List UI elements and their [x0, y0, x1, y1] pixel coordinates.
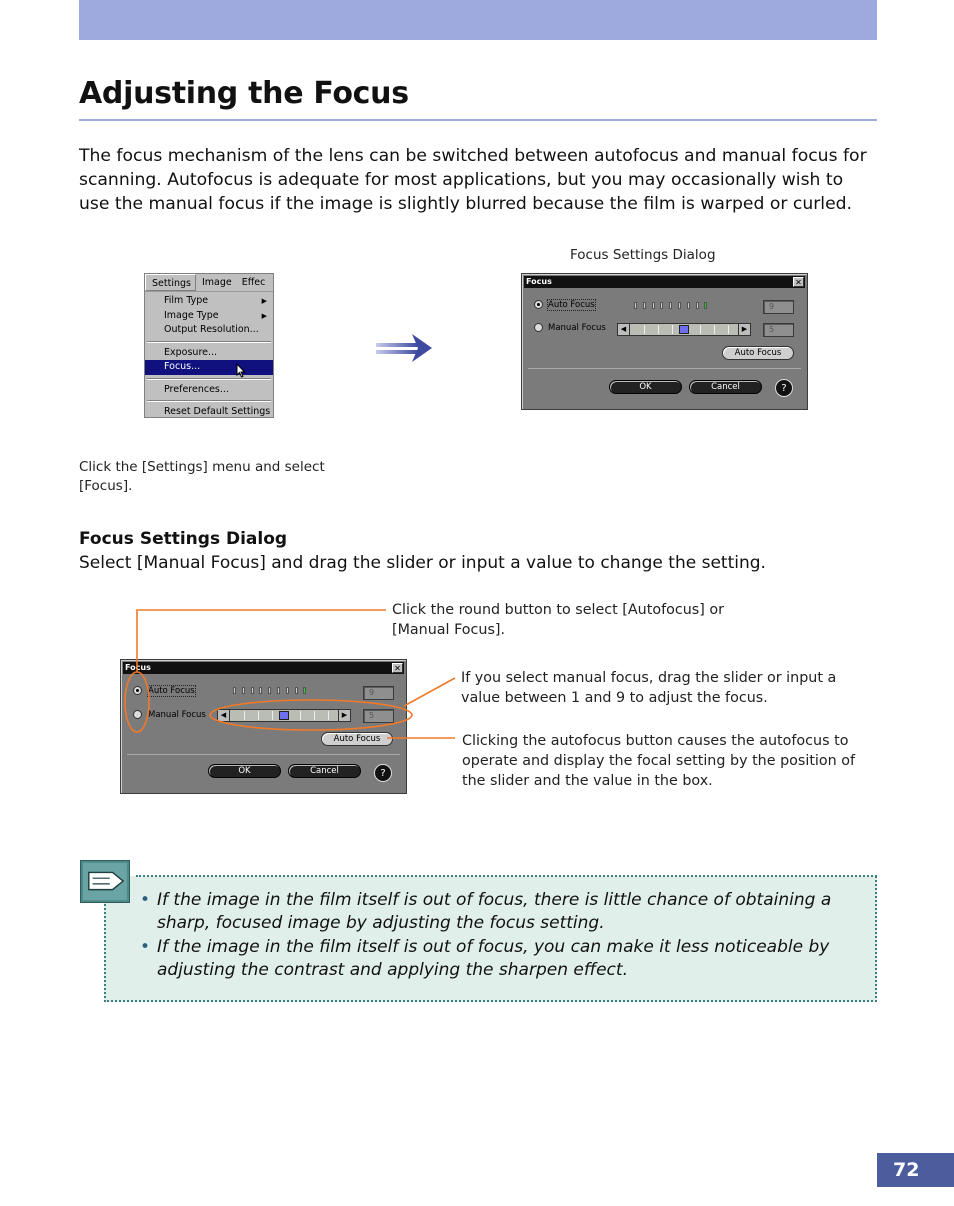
- dialog-separator: [127, 754, 400, 755]
- help-icon[interactable]: ?: [374, 764, 392, 782]
- section-text: Select [Manual Focus] and drag the slider or input a value to change the setting.: [79, 553, 766, 573]
- right-arrow-icon: [374, 332, 436, 364]
- section-heading: Focus Settings Dialog: [79, 529, 288, 549]
- menu-item-focus[interactable]: Focus...: [145, 360, 273, 375]
- menu-separator: [147, 378, 271, 380]
- auto-focus-button[interactable]: Auto Focus: [321, 732, 393, 746]
- page-title: Adjusting the Focus: [79, 76, 409, 111]
- focus-indicator-leds: [233, 687, 306, 694]
- note-pencil-icon: [80, 860, 130, 903]
- submenu-arrow-icon: ▶: [261, 297, 267, 305]
- note-item: • If the image in the film itself is out of focus, you can make it less noticeable by adjusting the contrast and applying the sharpen effect.: [140, 936, 860, 983]
- auto-focus-label: Auto Focus: [148, 686, 195, 696]
- slider-thumb[interactable]: [279, 711, 289, 720]
- settings-menu-screenshot: [144, 273, 274, 418]
- autofocus-callout: Clicking the autofocus button causes the autofocus to operate and display the focal setting by the position of the slider and the value in the box.: [462, 733, 856, 789]
- menu-separator: [147, 400, 271, 402]
- dialog-separator: [528, 368, 801, 369]
- intro-paragraph: The focus mechanism of the lens can be switched between autofocus and manual focus for scanning. Autofocus is adequate for most applications, but you may occasionally wish to use the manual focus if the image is slightly blurred because the film is warped or curled.: [79, 146, 867, 214]
- cancel-button[interactable]: Cancel: [689, 380, 762, 394]
- auto-focus-value: 9: [763, 300, 794, 314]
- menu-item-exposure[interactable]: Exposure...: [164, 346, 218, 358]
- auto-focus-radio[interactable]: [534, 300, 543, 309]
- focus-slider[interactable]: [217, 709, 351, 722]
- header-band: [79, 0, 877, 40]
- menu-separator: [147, 341, 271, 343]
- manual-focus-label: Manual Focus: [148, 710, 206, 720]
- dialog-titlebar: Focus ✕: [524, 276, 805, 288]
- slider-right-icon[interactable]: ▶: [338, 710, 350, 721]
- menu-item-film-type[interactable]: Film Type ▶: [145, 294, 273, 309]
- note-list: [140, 889, 860, 982]
- note-item: • If the image in the film itself is out of focus, there is little chance of obtaining a sharp, focused image by adjusting the focus setting.: [140, 889, 860, 936]
- slider-right-icon[interactable]: ▶: [738, 324, 750, 335]
- slider-left-icon[interactable]: ◀: [218, 710, 230, 721]
- focus-indicator-leds: [634, 302, 707, 309]
- menu-caption: Click the [Settings] menu and select [Focus].: [79, 459, 325, 494]
- ok-button[interactable]: OK: [208, 764, 281, 778]
- manual-focus-value[interactable]: 5: [763, 323, 794, 337]
- close-icon[interactable]: ✕: [392, 663, 403, 673]
- focus-dialog-preview: [521, 273, 808, 410]
- manual-focus-radio[interactable]: [133, 710, 142, 719]
- menu-item-preferences[interactable]: Preferences...: [164, 383, 229, 395]
- slider-thumb[interactable]: [679, 325, 689, 334]
- menu-image[interactable]: Image: [201, 277, 232, 288]
- ok-button[interactable]: OK: [609, 380, 682, 394]
- radio-callout: Click the round button to select [Autofocus] or [Manual Focus].: [392, 602, 724, 638]
- manual-focus-radio[interactable]: [534, 323, 543, 332]
- settings-dropdown: [145, 292, 273, 420]
- menu-settings[interactable]: Settings: [145, 274, 196, 291]
- menu-item-output-resolution[interactable]: Output Resolution...: [164, 324, 259, 335]
- note-box-border: [136, 875, 877, 878]
- menu-item-reset-defaults[interactable]: Reset Default Settings: [164, 406, 271, 417]
- dialog-caption: Focus Settings Dialog: [570, 247, 716, 263]
- close-icon[interactable]: ✕: [793, 277, 804, 287]
- slider-left-icon[interactable]: ◀: [618, 324, 630, 335]
- help-icon[interactable]: ?: [775, 379, 793, 397]
- cancel-button[interactable]: Cancel: [288, 764, 361, 778]
- focus-slider[interactable]: [617, 323, 751, 336]
- slider-callout: If you select manual focus, drag the slider or input a value between 1 and 9 to adjust the focus.: [461, 670, 837, 706]
- title-rule: [79, 119, 877, 121]
- menu-bar: [145, 274, 273, 292]
- manual-focus-value[interactable]: 5: [363, 709, 394, 723]
- mouse-cursor-icon: [236, 363, 246, 378]
- auto-focus-label: Auto Focus: [548, 300, 595, 310]
- page-number: 72: [877, 1153, 954, 1187]
- auto-focus-value: 9: [363, 686, 394, 700]
- menu-item-image-type[interactable]: Image Type ▶: [145, 309, 273, 324]
- auto-focus-button[interactable]: Auto Focus: [722, 346, 794, 360]
- submenu-arrow-icon: ▶: [261, 311, 267, 320]
- dialog-titlebar: Focus ✕: [123, 662, 404, 674]
- auto-focus-radio[interactable]: [133, 686, 142, 695]
- menu-effects[interactable]: Effec: [241, 277, 266, 288]
- slider-callout-line: [404, 678, 455, 706]
- manual-focus-label: Manual Focus: [548, 323, 606, 333]
- focus-dialog-annotated: [120, 659, 407, 794]
